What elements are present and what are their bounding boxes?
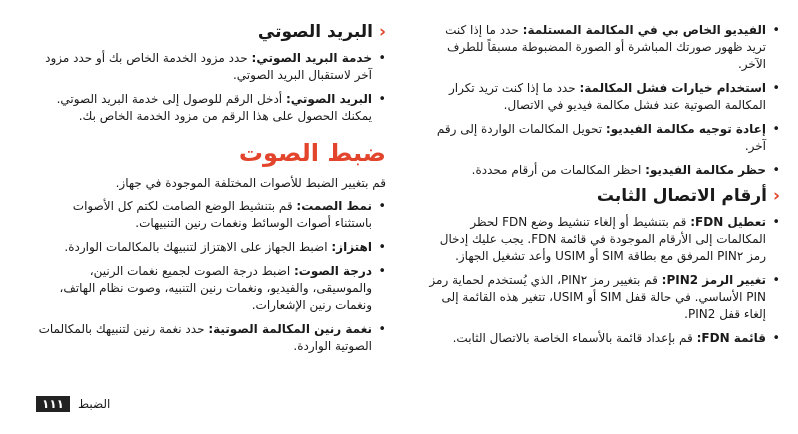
- list-item: • إعادة توجيه مكالمة الفيديو: تحويل المكالمات الواردة إلى رقم آخر.: [428, 121, 780, 155]
- list-item: • نمط الصمت: قم بتنشيط الوضع الصامت لكتم كل الأصوات باستثناء أصوات الوسائط ونغمات رنين التنبيهات.: [36, 198, 386, 232]
- list-item: • خدمة البريد الصوتي: حدد مزود الخدمة الخاص بك أو حدد مزود آخر لاستقبال البريد الصوتي.: [36, 50, 386, 84]
- list-item: • استخدام خيارات فشل المكالمة: حدد ما إذا كنت تريد تكرار المكالمة الصوتية عند فشل مكالمة فيديو في الاتصال.: [428, 80, 780, 114]
- voicemail-heading: ‹ البريد الصوتي: [257, 22, 386, 42]
- section-name: الضبط: [77, 397, 111, 411]
- list-item: • الفيديو الخاص بي في المكالمة المستلمة: حدد ما إذا كنت تريد ظهور صورتك المباشرة أو الصورة المضبوطة مسبقاً للطرف الآخر.: [428, 22, 780, 73]
- page-number: ١١١: [36, 396, 70, 412]
- sound-list: [36, 198, 386, 355]
- chevron-left-icon: ‹: [772, 186, 780, 206]
- voicemail-list: [36, 50, 386, 125]
- video-call-options-list: [428, 22, 780, 179]
- list-item: • البريد الصوتي: أدخل الرقم للوصول إلى خدمة البريد الصوتي. يمكنك الحصول على هذا الرقم من مزود الخدمة الخاص بك.: [36, 91, 386, 125]
- list-item: • تغيير الرمز PIN2: قم بتغيير رمز PIN٢، الذي يُستخدم لحماية رمز PIN الأساسي. في حالة قفل SIM أو USIM، تتغير هذه القائمة إلى إلغاء قفل PIN2.: [428, 272, 780, 323]
- fdn-list: [428, 214, 780, 347]
- right-column: [428, 22, 780, 354]
- list-item: • نغمة رنين المكالمة الصوتية: حدد نغمة رنين لتنبيهك بالمكالمات الصوتية الواردة.: [36, 321, 386, 355]
- sound-intro: قم بتغيير الضبط للأصوات المختلفة الموجودة في جهاز.: [115, 176, 386, 190]
- left-column: [36, 22, 386, 362]
- list-item: • حظر مكالمة الفيديو: احظر المكالمات من أرقام محددة.: [428, 162, 780, 179]
- list-item: • تعطيل FDN: قم بتنشيط أو إلغاء تنشيط وضع FDN لحظر المكالمات إلى الأرقام الموجودة في قائمة FDN. يجب عليك إدخال رمز PIN٢ المرفق مع بطاقة SIM أو USIM وأعد تشغيل الجهاز.: [428, 214, 780, 265]
- list-item: • اهتزاز: اضبط الجهاز على الاهتزاز لتنبيهك بالمكالمات الواردة.: [36, 239, 386, 256]
- chevron-left-icon: ‹: [378, 22, 386, 42]
- list-item: • قائمة FDN: قم بإعداد قائمة بالأسماء الخاصة بالاتصال الثابت.: [428, 330, 780, 347]
- list-item: • درجة الصوت: اضبط درجة الصوت لجميع نغمات الرنين، والموسيقى، والفيديو، ونغمات رنين التنبيه، وصوت نظام الهاتف، ونغمات رنين الإشعارات.: [36, 263, 386, 314]
- sound-settings-title: ضبط الصوت: [238, 139, 386, 167]
- page-footer: [36, 396, 110, 412]
- fdn-heading: ‹ أرقام الاتصال الثابت: [596, 186, 780, 206]
